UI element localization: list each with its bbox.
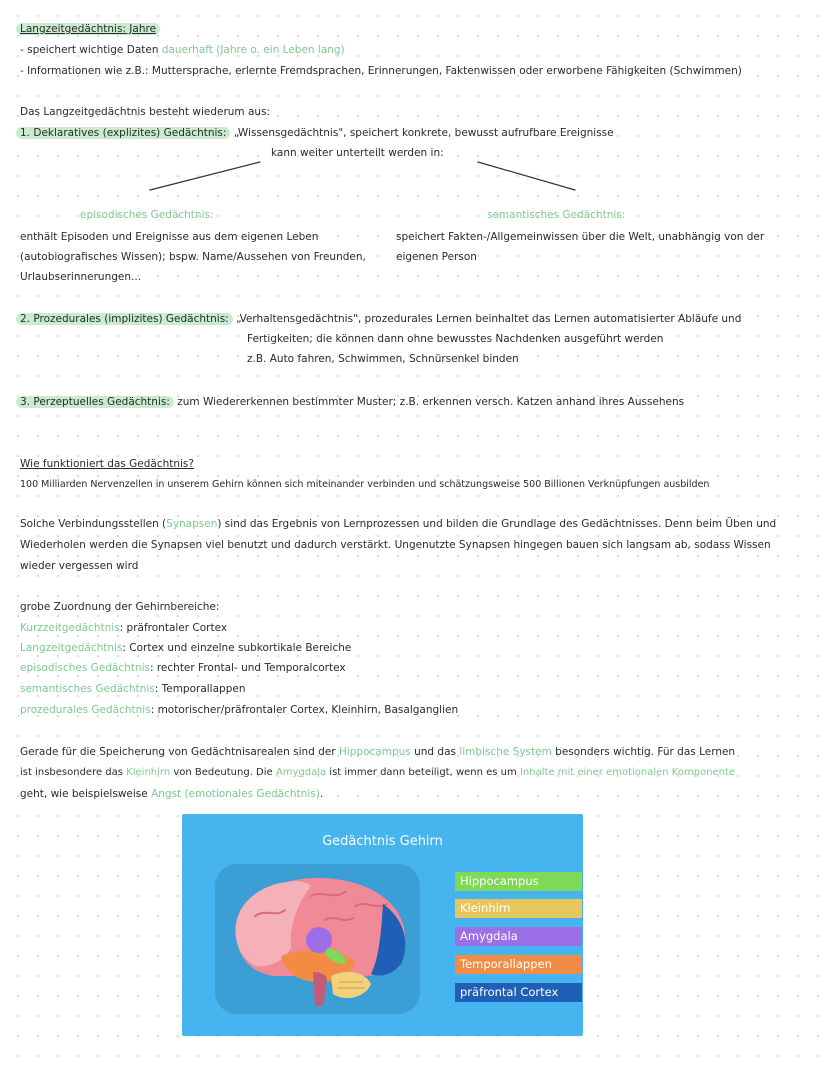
hippocampus-text: ist insbesondere das Kleinhirn von Bedeutung. Die Amygdala ist immer dann beteiligt, wenn es um Inhalte mit einer emotionalen Komponente [20,767,736,778]
how-title: Wie funktioniert das Gedächtnis? [20,458,194,470]
episodic-text: enthält Episoden und Ereignisse aus dem eigenen Leben [20,231,319,243]
legend-temporallappen: Temporallappen [455,955,582,974]
section-title: Langzeitgedächtnis: Jahre [20,22,160,36]
episodic-text: (autobiografisches Wissen); bspw. Name/Aussehen von Freunden, [20,251,366,263]
episodic-text: Urlaubserinnerungen... [20,271,142,283]
how-text: 100 Milliarden Nervenzellen in unserem Gehirn können sich miteinander verbinden und schätzungsweise 500 Billionen Verknüpfungen ausbilden [20,479,710,490]
semantic-text: eigenen Person [396,251,477,263]
procedural-line: 2. Prozedurales (implizites) Gedächtnis: „Verhaltensgedächtnis", prozedurales Lernen beinhaltet das Lernen automatisierter Abläufe und [20,312,741,326]
semantic-text: speichert Fakten-/Allgemeinwissen über die Welt, unabhängig von der [396,231,765,243]
procedural-text: Fertigkeiten; die können dann ohne bewusstes Nachdenken ausgeführt werden [247,333,664,345]
declarative-line: 1. Deklaratives (explizites) Gedächtnis: „Wissensgedächtnis", speichert konkrete, bewusst aufrufbare Ereignisse [20,126,614,140]
hippocampus-text: Gerade für die Speicherung von Gedächtnisarealen sind der Hippocampus und das limbische System besonders wichtig. Für das Lernen [20,746,736,758]
synapse-text: Solche Verbindungsstellen (Synapsen) sind das Ergebnis von Lernprozessen und bilden die Grundlage des Gedächtnisses. Denn beim Üben und [20,518,777,530]
synapse-text: wieder vergessen wird [20,560,139,572]
legend-hippocampus: Hippocampus [455,872,582,891]
structure-intro: Das Langzeitgedächtnis besteht wiederum aus: [20,106,271,118]
bullet-line: - speichert wichtige Daten dauerhaft (Jahre o. ein Leben lang) [20,44,345,56]
region-item: prozedurales Gedächtnis: motorischer/präfrontaler Cortex, Kleinhirn, Basalganglien [20,704,459,716]
brain-figure [182,814,583,1036]
procedural-text: z.B. Auto fahren, Schwimmen, Schnürsenkel binden [247,353,519,365]
legend-amygdala: Amygdala [455,927,582,946]
region-item: Langzeitgedächtnis: Cortex und einzelne subkortikale Bereiche [20,642,352,654]
brain-icon [215,864,420,1014]
region-item: episodisches Gedächtnis: rechter Frontal- und Temporalcortex [20,662,346,674]
brain-illustration-box [215,864,420,1014]
semantic-title: semantisches Gedächtnis: [487,209,626,221]
legend-praefrontal-cortex: präfrontal Cortex [455,983,582,1002]
branch-lines [0,0,828,200]
declarative-sub: kann weiter unterteilt werden in: [271,147,444,159]
perceptual-line: 3. Perzeptuelles Gedächtnis: zum Wiedererkennen bestimmter Muster; z.B. erkennen versch. Katzen anhand ihres Aussehens [20,395,684,409]
region-item: semantisches Gedächtnis: Temporallappen [20,683,246,695]
regions-title: grobe Zuordnung der Gehirnbereiche: [20,601,220,613]
bullet-line: - Informationen wie z.B.: Muttersprache, erlernte Fremdsprachen, Erinnerungen, Faktenwissen oder erworbene Fähigkeiten (Schwimmen) [20,65,742,77]
legend-kleinhirn: Kleinhirn [455,899,582,918]
region-item: Kurzzeitgedächtnis: präfrontaler Cortex [20,622,228,634]
hippocampus-text: geht, wie beispielsweise Angst (emotionales Gedächtnis). [20,788,324,800]
episodic-title: episodisches Gedächtnis: [80,209,214,221]
synapse-text: Wiederholen werden die Synapsen viel benutzt und dadurch verstärkt. Ungenutzte Synapsen hingegen bauen sich langsam ab, sodass Wissen [20,539,771,551]
figure-title: Gedächtnis Gehirn [322,834,443,849]
